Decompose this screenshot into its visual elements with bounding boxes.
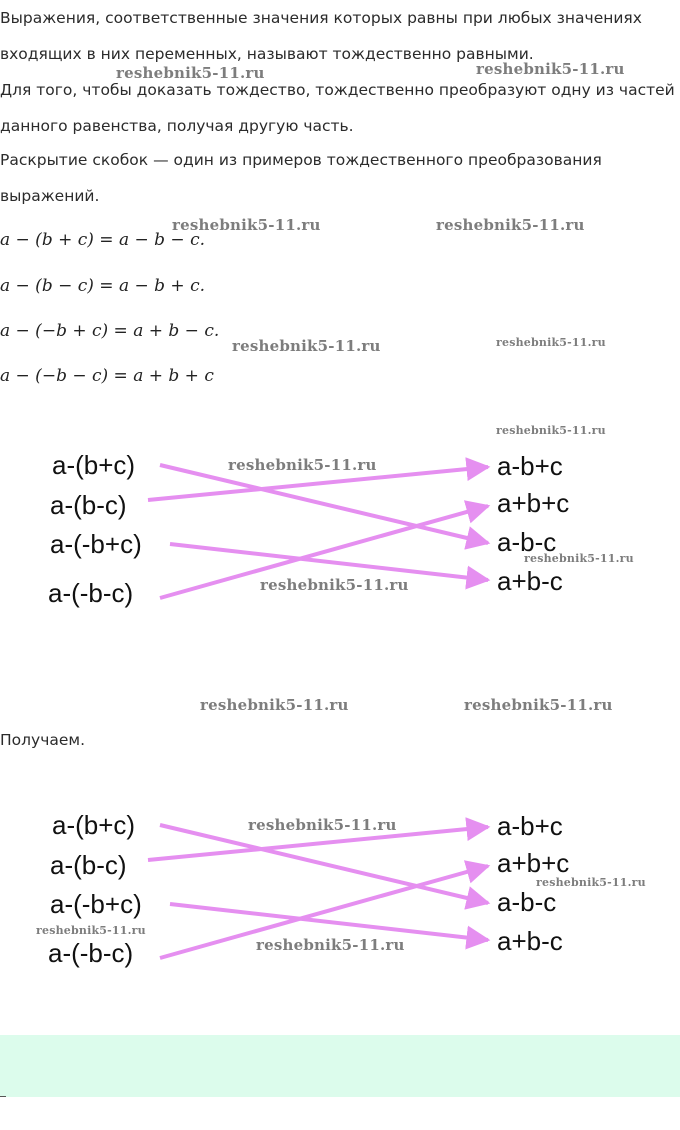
left-label-1: a-(b+c)	[52, 450, 136, 480]
equation-1: a − (b + c) = a − b − c.	[0, 230, 206, 250]
watermark: reshebnik5-11.ru	[536, 876, 646, 889]
watermark: reshebnik5-11.ru	[36, 924, 146, 937]
left-label-3: a-(-b+c)	[50, 529, 142, 559]
watermark: reshebnik5-11.ru	[256, 936, 405, 954]
left-label-4: a-(-b-c)	[48, 938, 134, 968]
watermark: reshebnik5-11.ru	[496, 424, 606, 437]
watermark: reshebnik5-11.ru	[248, 816, 397, 834]
left-label-2: a-(b-c)	[50, 490, 127, 520]
paragraph-definition: Выражения, соответственные значения которых равны при любых значениях входящих в них переменных, называют тождественно равными.	[0, 9, 642, 63]
watermark: reshebnik5-11.ru	[228, 456, 377, 474]
arrow-1	[160, 825, 488, 903]
right-label-1: a-b+c	[497, 451, 563, 481]
watermark: reshebnik5-11.ru	[524, 552, 634, 565]
watermark: reshebnik5-11.ru	[476, 60, 625, 78]
watermark: reshebnik5-11.ru	[232, 337, 381, 355]
bottom-banner	[0, 1035, 680, 1097]
watermark: reshebnik5-11.ru	[116, 64, 265, 82]
paragraph-proof: Для того, чтобы доказать тождество, тождественно преобразуют одну из частей данного равенства, получая другую часть.	[0, 81, 675, 135]
left-label-2: a-(b-c)	[50, 850, 127, 880]
right-label-2: a+b+c	[497, 488, 570, 518]
paragraph-result: Получаем.	[0, 731, 86, 749]
equation-2: a − (b − c) = a − b + c.	[0, 276, 206, 296]
right-label-4: a+b-c	[497, 566, 563, 596]
equation-4: a − (−b − c) = a + b + c	[0, 366, 214, 386]
arrow-1	[160, 465, 488, 543]
equation-3: a − (−b + c) = a + b − c.	[0, 321, 220, 341]
left-label-4: a-(-b-c)	[48, 578, 134, 608]
watermark: reshebnik5-11.ru	[496, 336, 606, 349]
left-label-1: a-(b+c)	[52, 810, 136, 840]
right-label-3: a-b-c	[497, 887, 557, 917]
right-label-3: a-b-c	[497, 527, 557, 557]
left-label-3: a-(-b+c)	[50, 889, 142, 919]
right-label-4: a+b-c	[497, 926, 563, 956]
watermark: reshebnik5-11.ru	[200, 696, 349, 714]
right-label-1: a-b+c	[497, 811, 563, 841]
watermark: reshebnik5-11.ru	[436, 216, 585, 234]
watermark: reshebnik5-11.ru	[260, 576, 409, 594]
paragraph-example: Раскрытие скобок — один из примеров тождественного преобразования выражений.	[0, 151, 602, 205]
watermark: reshebnik5-11.ru	[172, 216, 321, 234]
divider	[0, 1096, 6, 1097]
right-label-2: a+b+c	[497, 848, 570, 878]
watermark: reshebnik5-11.ru	[464, 696, 613, 714]
